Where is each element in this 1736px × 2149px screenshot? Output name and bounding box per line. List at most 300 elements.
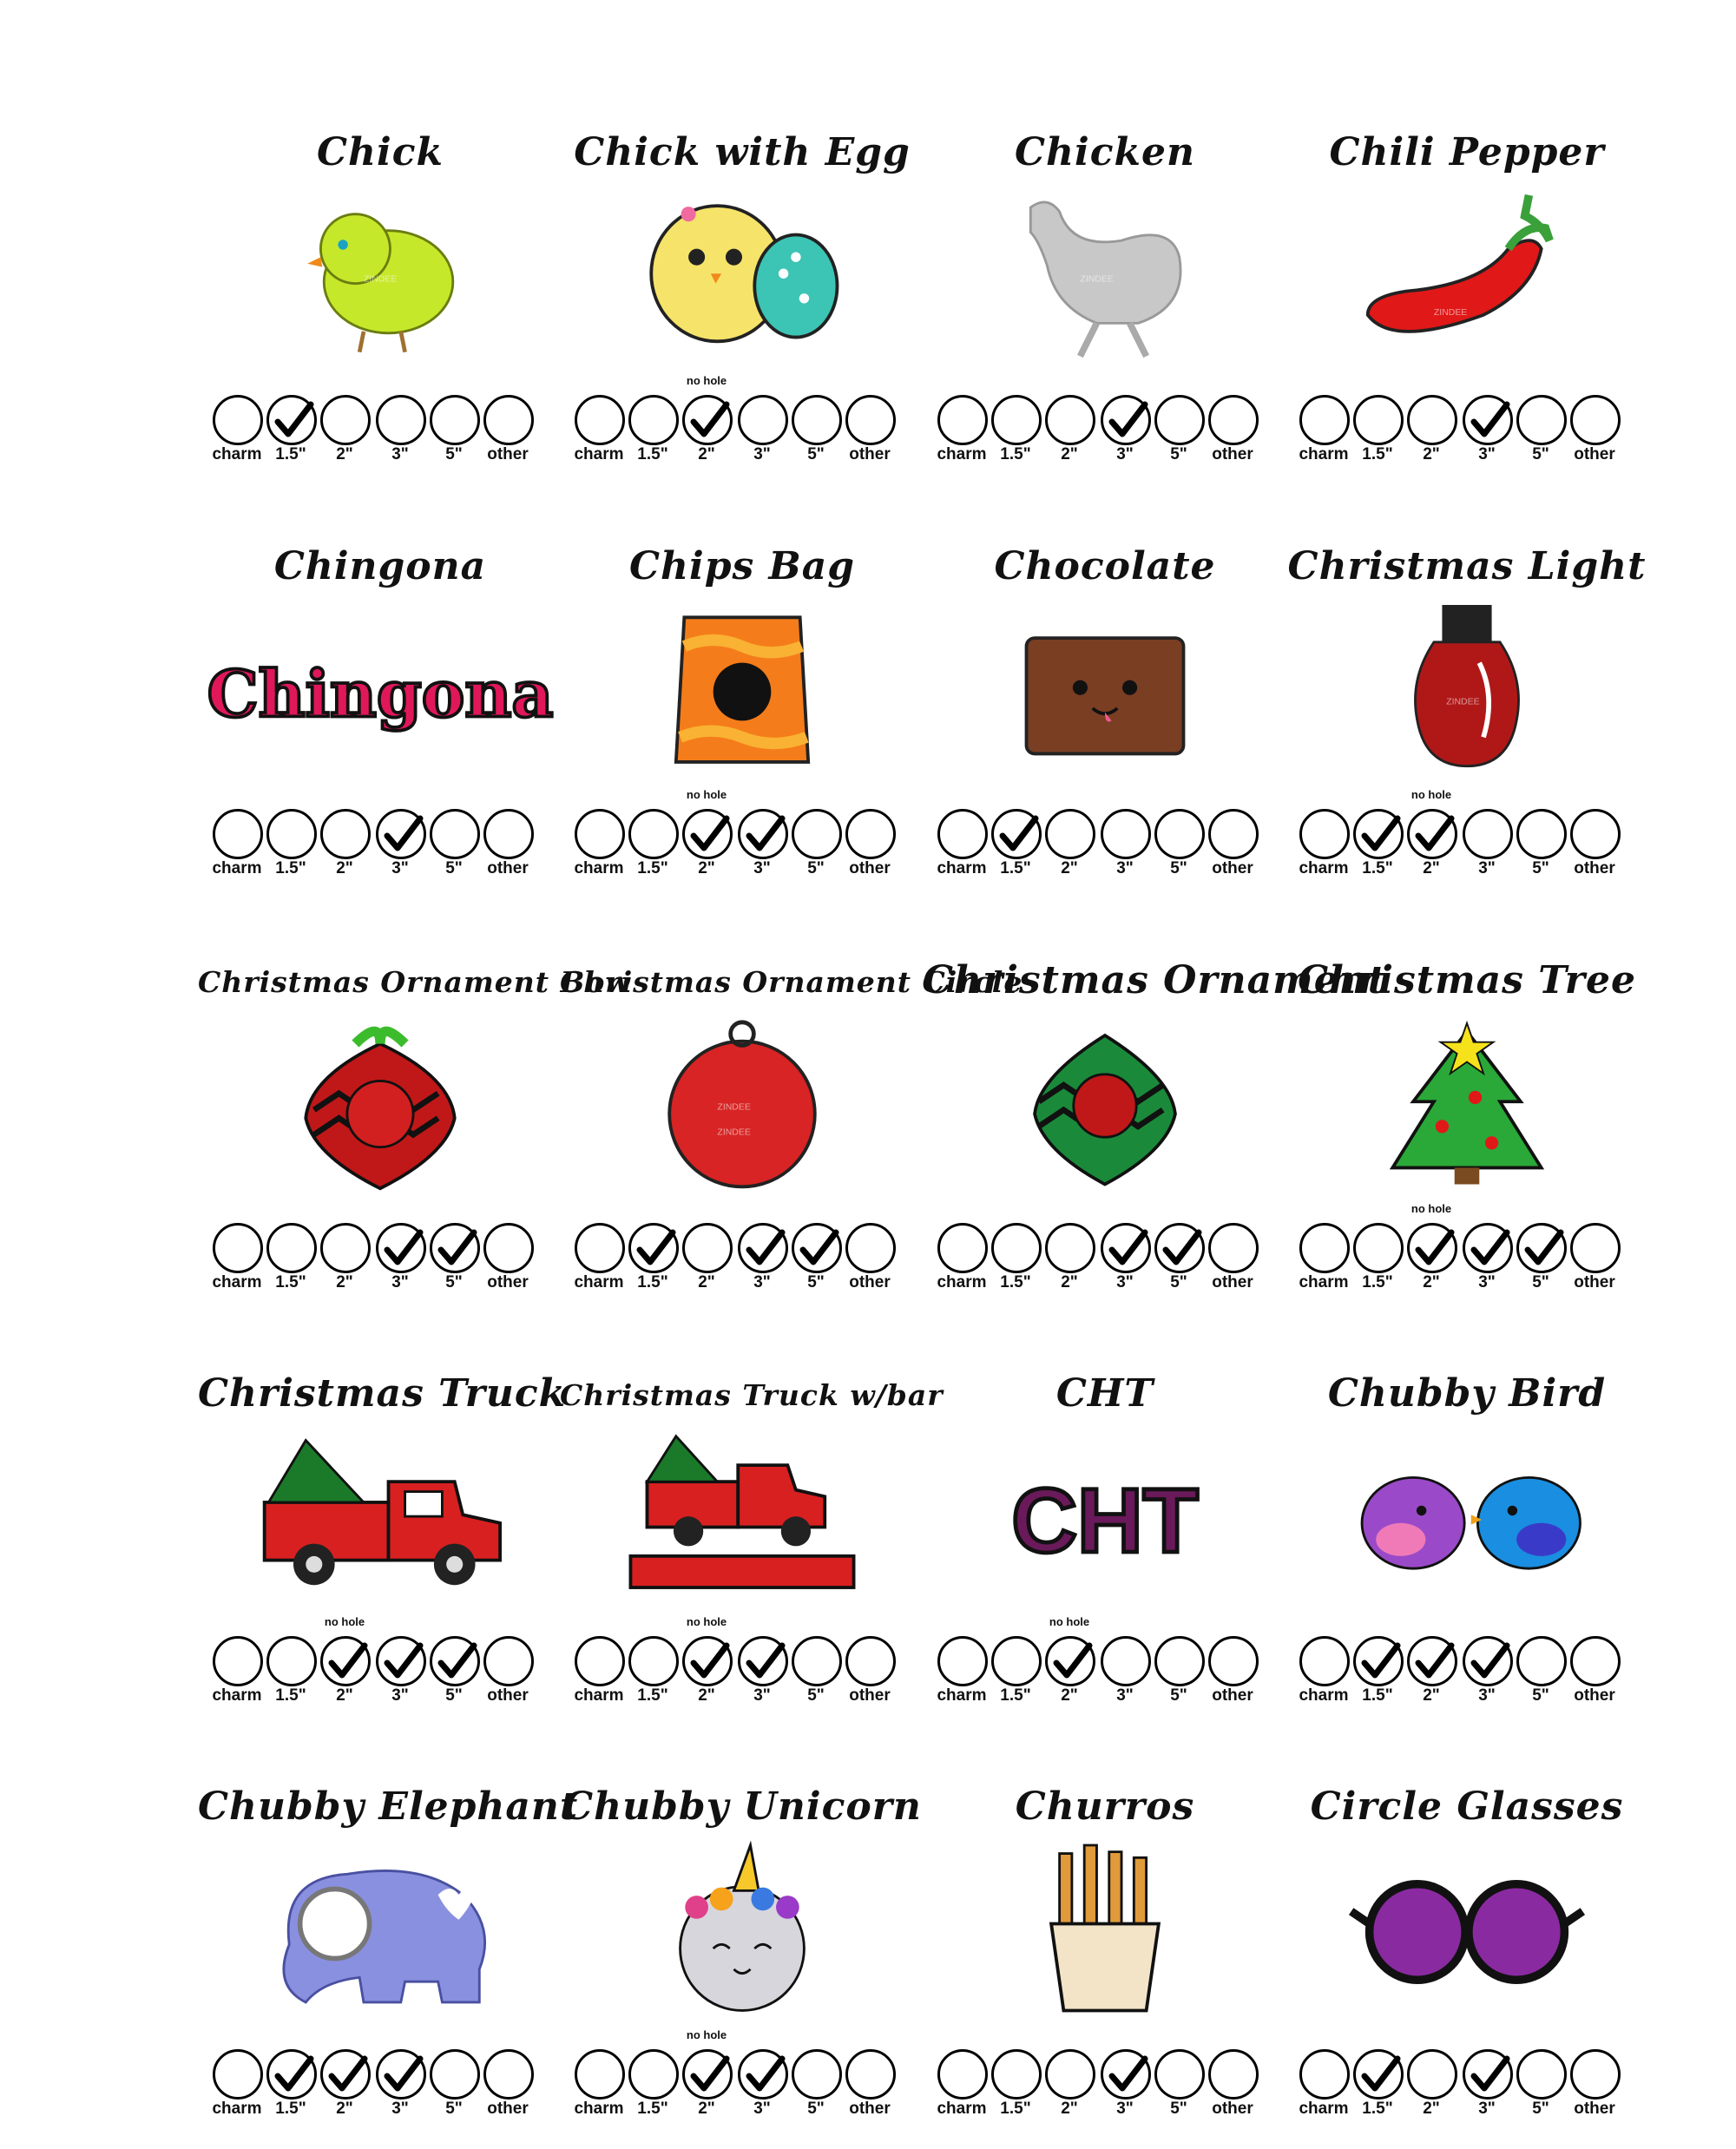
option-label: 1.5": [1362, 2100, 1393, 2118]
option-checkbox[interactable]: [483, 1636, 534, 1686]
size-option: [1100, 386, 1150, 473]
size-option: [574, 2041, 624, 2127]
option-checkbox[interactable]: [1570, 395, 1621, 445]
option-label: other: [1574, 1273, 1615, 1291]
option-checkbox[interactable]: [430, 1223, 480, 1273]
size-option: [628, 1214, 678, 1301]
size-option: [737, 800, 787, 887]
size-option: [1516, 800, 1566, 887]
checkmark-icon: [274, 2057, 312, 2095]
option-label: 2": [336, 1273, 353, 1291]
option-checkbox[interactable]: [1463, 395, 1513, 445]
option-checkbox[interactable]: [991, 809, 1042, 859]
size-option: [1207, 2041, 1258, 2127]
option-checkbox[interactable]: [266, 1223, 317, 1273]
product-title: CHT: [1055, 1371, 1154, 1416]
svg-text:ZINDEE: ZINDEE: [717, 1127, 751, 1138]
option-checkbox[interactable]: [1570, 1223, 1621, 1273]
option-checkbox[interactable]: [1516, 1636, 1567, 1686]
option-checkbox[interactable]: [792, 2049, 842, 2100]
option-label: 5": [807, 1686, 825, 1705]
checkmark-icon: [1415, 1231, 1453, 1269]
size-option: [681, 2028, 732, 2127]
option-checkbox[interactable]: [1101, 809, 1151, 859]
option-checkbox[interactable]: [682, 809, 733, 859]
option-checkbox[interactable]: [575, 2049, 625, 2100]
size-option: [628, 800, 678, 887]
option-checkbox[interactable]: [1516, 2049, 1567, 2100]
product-title: Chubby Unicorn: [562, 1784, 922, 1829]
option-label: 1.5": [275, 1273, 306, 1291]
option-label: 3": [391, 445, 409, 463]
option-checkbox[interactable]: [575, 1636, 625, 1686]
option-checkbox[interactable]: [937, 395, 988, 445]
option-label: 3": [1478, 859, 1496, 877]
checkmark-icon: [690, 403, 728, 441]
option-checkbox[interactable]: [575, 809, 625, 859]
option-label: 5": [1170, 445, 1187, 463]
option-checkbox[interactable]: [1299, 809, 1350, 859]
size-option: [212, 2041, 262, 2127]
option-checkbox[interactable]: [1407, 809, 1457, 859]
size-option: [628, 2041, 678, 2127]
option-label: 5": [1170, 1686, 1187, 1705]
option-checkbox[interactable]: [937, 809, 988, 859]
option-label: 3": [391, 859, 409, 877]
size-options: [923, 2041, 1287, 2127]
size-option: [1207, 1214, 1258, 1301]
option-checkbox[interactable]: [1353, 809, 1404, 859]
checkmark-icon: [1524, 1231, 1562, 1269]
option-label: 5": [445, 859, 463, 877]
option-checkbox[interactable]: [1101, 1223, 1151, 1273]
option-label: 1.5": [1000, 1686, 1031, 1705]
size-option: [1299, 1627, 1349, 1714]
option-checkbox[interactable]: [213, 1636, 263, 1686]
size-option: [845, 1214, 895, 1301]
size-option: [845, 2041, 895, 2127]
option-checkbox[interactable]: [682, 1636, 733, 1686]
option-checkbox[interactable]: [682, 395, 733, 445]
option-checkbox[interactable]: [991, 1223, 1042, 1273]
option-checkbox[interactable]: [1463, 1636, 1513, 1686]
option-checkbox[interactable]: [430, 1636, 480, 1686]
option-label: other: [487, 859, 529, 877]
option-label: charm: [212, 1273, 262, 1291]
size-option: [319, 1615, 370, 1714]
size-option: [990, 800, 1041, 887]
option-label: 2": [336, 445, 353, 463]
product-card: [198, 130, 562, 495]
option-checkbox[interactable]: [1045, 809, 1095, 859]
option-checkbox[interactable]: [1570, 809, 1621, 859]
option-label: 3": [391, 1686, 409, 1705]
option-checkbox[interactable]: [376, 2049, 426, 2100]
option-label: other: [1574, 1686, 1615, 1705]
option-checkbox[interactable]: [1154, 2049, 1205, 2100]
size-option: [1299, 800, 1349, 887]
size-option: [1207, 386, 1258, 473]
size-options: [560, 1214, 924, 1301]
product-title: Chick: [316, 130, 444, 174]
option-checkbox[interactable]: [738, 809, 788, 859]
size-option: [212, 1214, 262, 1301]
option-checkbox[interactable]: [376, 809, 426, 859]
chips-bag-icon: [612, 605, 872, 779]
size-option: [1100, 1214, 1150, 1301]
option-label: charm: [1299, 445, 1349, 463]
option-checkbox[interactable]: [738, 2049, 788, 2100]
option-checkbox[interactable]: [213, 1223, 263, 1273]
size-option: [1569, 386, 1620, 473]
option-checkbox[interactable]: [1516, 1223, 1567, 1273]
checkmark-icon: [328, 2057, 366, 2095]
checkmark-icon: [384, 1231, 422, 1269]
product-card: [923, 958, 1387, 1323]
option-label: 3": [1116, 2100, 1134, 2118]
product-card: [198, 1784, 579, 2149]
option-label: 3": [1116, 1273, 1134, 1291]
product-card: [1285, 958, 1649, 1323]
checkmark-icon: [690, 1644, 728, 1682]
option-label: charm: [574, 1273, 624, 1291]
size-option: [375, 800, 425, 887]
size-option: [1044, 1615, 1095, 1714]
product-card: [198, 544, 562, 909]
ornament-icon: [975, 1019, 1235, 1193]
product-card: [923, 130, 1287, 495]
size-options: [198, 386, 562, 473]
size-options: [198, 1615, 562, 1714]
option-checkbox[interactable]: [1407, 1223, 1457, 1273]
product-title: Christmas Tree: [1298, 958, 1636, 1002]
option-checkbox[interactable]: [213, 2049, 263, 2100]
svg-text:ZINDEE: ZINDEE: [1080, 274, 1114, 285]
size-options: [198, 1214, 562, 1301]
option-checkbox[interactable]: [1045, 2049, 1095, 2100]
option-checkbox[interactable]: [430, 2049, 480, 2100]
checkmark-icon: [746, 817, 784, 855]
option-checkbox[interactable]: [1516, 395, 1567, 445]
size-options: [1285, 1202, 1649, 1301]
size-option: [212, 800, 262, 887]
size-option: [681, 1615, 732, 1714]
checkmark-icon: [1415, 817, 1453, 855]
option-label: 5": [445, 2100, 463, 2118]
option-checkbox[interactable]: [266, 2049, 317, 2100]
option-label: 5": [1170, 859, 1187, 877]
size-option: [1044, 386, 1095, 473]
option-checkbox[interactable]: [1101, 1636, 1151, 1686]
option-checkbox[interactable]: [1208, 1636, 1259, 1686]
option-checkbox[interactable]: [1154, 1636, 1205, 1686]
size-option: [628, 386, 678, 473]
option-checkbox[interactable]: [430, 809, 480, 859]
option-label: 1.5": [1000, 445, 1031, 463]
option-label: other: [1574, 445, 1615, 463]
option-label: 2": [336, 859, 353, 877]
option-checkbox[interactable]: [376, 1223, 426, 1273]
size-option: [574, 800, 624, 887]
option-checkbox[interactable]: [1045, 1223, 1095, 1273]
option-checkbox[interactable]: [430, 395, 480, 445]
product-card: [560, 958, 1023, 1323]
option-label: charm: [212, 1686, 262, 1705]
size-option: [375, 2041, 425, 2127]
size-option: [1406, 386, 1457, 473]
size-option: [483, 1214, 533, 1301]
option-checkbox[interactable]: [1353, 1636, 1404, 1686]
checkmark-icon: [1470, 1644, 1509, 1682]
svg-text:ZINDEE: ZINDEE: [363, 274, 398, 285]
option-checkbox[interactable]: [575, 1223, 625, 1273]
option-checkbox[interactable]: [1353, 2049, 1404, 2100]
option-checkbox[interactable]: [845, 1636, 896, 1686]
chocolate-icon: [975, 605, 1235, 779]
option-checkbox[interactable]: [1208, 809, 1259, 859]
option-label: charm: [1299, 1273, 1349, 1291]
size-options: [1285, 2041, 1649, 2127]
product-card: [198, 958, 631, 1323]
chubby-bird-icon: [1337, 1432, 1597, 1606]
size-option: [483, 386, 533, 473]
product-card: [923, 544, 1287, 909]
option-label: 5": [445, 445, 463, 463]
option-checkbox[interactable]: [845, 395, 896, 445]
size-option: [990, 1214, 1041, 1301]
product-title: Chick with Egg: [574, 130, 911, 174]
size-options: [560, 2028, 924, 2127]
checkmark-icon: [1053, 1644, 1091, 1682]
option-checkbox[interactable]: [628, 395, 679, 445]
option-checkbox[interactable]: [845, 809, 896, 859]
size-option: [1516, 1214, 1566, 1301]
option-checkbox[interactable]: [937, 1223, 988, 1273]
option-checkbox[interactable]: [1045, 1636, 1095, 1686]
option-checkbox[interactable]: [1154, 395, 1205, 445]
product-card: [1285, 1371, 1649, 1736]
option-checkbox[interactable]: [1463, 809, 1513, 859]
option-checkbox[interactable]: [266, 1636, 317, 1686]
option-checkbox[interactable]: [738, 1223, 788, 1273]
option-checkbox[interactable]: [1101, 395, 1151, 445]
option-checkbox[interactable]: [991, 1636, 1042, 1686]
option-label: 2": [1423, 2100, 1440, 2118]
option-checkbox[interactable]: [1299, 1223, 1350, 1273]
option-checkbox[interactable]: [1407, 1636, 1457, 1686]
option-checkbox[interactable]: [991, 2049, 1042, 2100]
cht-letters-icon: [975, 1432, 1235, 1606]
size-option: [1154, 2041, 1204, 2127]
checkmark-icon: [1470, 403, 1509, 441]
option-checkbox[interactable]: [483, 2049, 534, 2100]
option-label: charm: [212, 445, 262, 463]
product-card: [1285, 544, 1649, 909]
option-checkbox[interactable]: [376, 1636, 426, 1686]
checkmark-icon: [746, 1644, 784, 1682]
size-option: [845, 800, 895, 887]
size-option: [628, 1627, 678, 1714]
svg-text:ZINDEE: ZINDEE: [1433, 307, 1468, 318]
option-checkbox[interactable]: [628, 1636, 679, 1686]
option-checkbox[interactable]: [738, 1636, 788, 1686]
size-option: [319, 386, 370, 473]
chubby-unicorn-icon: [612, 1845, 872, 2019]
option-checkbox[interactable]: [320, 809, 371, 859]
size-option: [1154, 386, 1204, 473]
size-option: [937, 386, 987, 473]
option-label: 3": [1478, 1686, 1496, 1705]
option-checkbox[interactable]: [1353, 1223, 1404, 1273]
option-checkbox[interactable]: [1570, 2049, 1621, 2100]
size-option: [212, 1627, 262, 1714]
size-option: [574, 1214, 624, 1301]
option-label: other: [1212, 2100, 1253, 2118]
size-option: [483, 1627, 533, 1714]
option-label: charm: [937, 445, 987, 463]
option-checkbox[interactable]: [792, 809, 842, 859]
option-label: 2": [1423, 859, 1440, 877]
option-checkbox[interactable]: [320, 1223, 371, 1273]
option-checkbox[interactable]: [628, 1223, 679, 1273]
size-option: [791, 1214, 841, 1301]
option-checkbox[interactable]: [320, 1636, 371, 1686]
option-checkbox[interactable]: [792, 1636, 842, 1686]
checkmark-icon: [746, 1231, 784, 1269]
option-checkbox[interactable]: [213, 809, 263, 859]
option-label: charm: [937, 2100, 987, 2118]
size-option: [266, 800, 316, 887]
option-checkbox[interactable]: [937, 2049, 988, 2100]
product-card: [560, 1784, 924, 2149]
option-checkbox[interactable]: [1407, 2049, 1457, 2100]
size-option: [483, 800, 533, 887]
option-label: 2": [1061, 445, 1078, 463]
option-checkbox[interactable]: [575, 395, 625, 445]
option-checkbox[interactable]: [937, 1636, 988, 1686]
size-option: [737, 1627, 787, 1714]
option-label: 5": [1170, 2100, 1187, 2118]
option-checkbox[interactable]: [1463, 2049, 1513, 2100]
product-title: Chicken: [1015, 130, 1195, 174]
option-checkbox[interactable]: [738, 395, 788, 445]
option-checkbox[interactable]: [1463, 1223, 1513, 1273]
option-checkbox[interactable]: [682, 1223, 733, 1273]
chubby-elephant-icon: [250, 1845, 510, 2019]
option-checkbox[interactable]: [792, 1223, 842, 1273]
option-checkbox[interactable]: [320, 2049, 371, 2100]
size-option: [1352, 800, 1403, 887]
option-checkbox[interactable]: [1208, 395, 1259, 445]
option-label: other: [849, 1686, 891, 1705]
option-label: other: [849, 445, 891, 463]
option-label: 1.5": [275, 1686, 306, 1705]
option-checkbox[interactable]: [1570, 1636, 1621, 1686]
size-option: [319, 1214, 370, 1301]
option-label: 2": [698, 2100, 715, 2118]
option-checkbox[interactable]: [1208, 2049, 1259, 2100]
option-label: 2": [698, 859, 715, 877]
chick-icon: [250, 191, 510, 365]
size-option: [1462, 1627, 1512, 1714]
size-option: [212, 386, 262, 473]
size-option: [266, 1214, 316, 1301]
no-hole-note: no hole: [324, 1615, 365, 1628]
option-label: other: [487, 1273, 529, 1291]
option-checkbox[interactable]: [1353, 395, 1404, 445]
product-card: [1285, 130, 1649, 495]
size-option: [1352, 1627, 1403, 1714]
option-checkbox[interactable]: [320, 395, 371, 445]
option-checkbox[interactable]: [1299, 1636, 1350, 1686]
size-options: [1285, 386, 1649, 473]
size-option: [574, 1627, 624, 1714]
option-checkbox[interactable]: [483, 1223, 534, 1273]
size-option: [1100, 1627, 1150, 1714]
option-label: 1.5": [637, 1273, 668, 1291]
size-options: [198, 2041, 562, 2127]
option-label: 1.5": [1362, 445, 1393, 463]
option-checkbox[interactable]: [483, 809, 534, 859]
option-checkbox[interactable]: [1299, 395, 1350, 445]
option-checkbox[interactable]: [792, 395, 842, 445]
size-option: [791, 800, 841, 887]
size-option: [937, 2041, 987, 2127]
checkmark-icon: [1415, 1644, 1453, 1682]
option-checkbox[interactable]: [1208, 1223, 1259, 1273]
option-checkbox[interactable]: [628, 809, 679, 859]
option-checkbox[interactable]: [628, 2049, 679, 2100]
option-label: charm: [212, 859, 262, 877]
option-label: other: [487, 2100, 529, 2118]
option-checkbox[interactable]: [682, 2049, 733, 2100]
option-checkbox[interactable]: [845, 1223, 896, 1273]
size-option: [845, 1627, 895, 1714]
option-checkbox[interactable]: [1516, 809, 1567, 859]
size-option: [1044, 800, 1095, 887]
option-label: 3": [753, 2100, 771, 2118]
option-checkbox[interactable]: [1154, 1223, 1205, 1273]
option-checkbox[interactable]: [991, 395, 1042, 445]
option-checkbox[interactable]: [845, 2049, 896, 2100]
product-card: [1285, 1784, 1649, 2149]
product-title: Christmas Truck w/bar: [560, 1378, 944, 1412]
product-title: Chocolate: [994, 544, 1216, 588]
option-checkbox[interactable]: [213, 395, 263, 445]
product-title: Churros: [1015, 1784, 1195, 1829]
option-label: charm: [937, 859, 987, 877]
option-label: 2": [698, 1686, 715, 1705]
option-label: 5": [807, 859, 825, 877]
option-checkbox[interactable]: [483, 395, 534, 445]
option-checkbox[interactable]: [1045, 395, 1095, 445]
no-hole-note: no hole: [686, 2028, 727, 2041]
option-checkbox[interactable]: [376, 395, 426, 445]
option-checkbox[interactable]: [1154, 809, 1205, 859]
option-checkbox[interactable]: [266, 395, 317, 445]
size-option: [266, 2041, 316, 2127]
option-checkbox[interactable]: [1299, 2049, 1350, 2100]
size-option: [375, 386, 425, 473]
option-checkbox[interactable]: [1101, 2049, 1151, 2100]
size-option: [1207, 800, 1258, 887]
option-checkbox[interactable]: [266, 809, 317, 859]
option-checkbox[interactable]: [1407, 395, 1457, 445]
option-label: other: [1212, 445, 1253, 463]
size-option: [1044, 1214, 1095, 1301]
size-option: [791, 1627, 841, 1714]
size-option: [1299, 1214, 1349, 1301]
